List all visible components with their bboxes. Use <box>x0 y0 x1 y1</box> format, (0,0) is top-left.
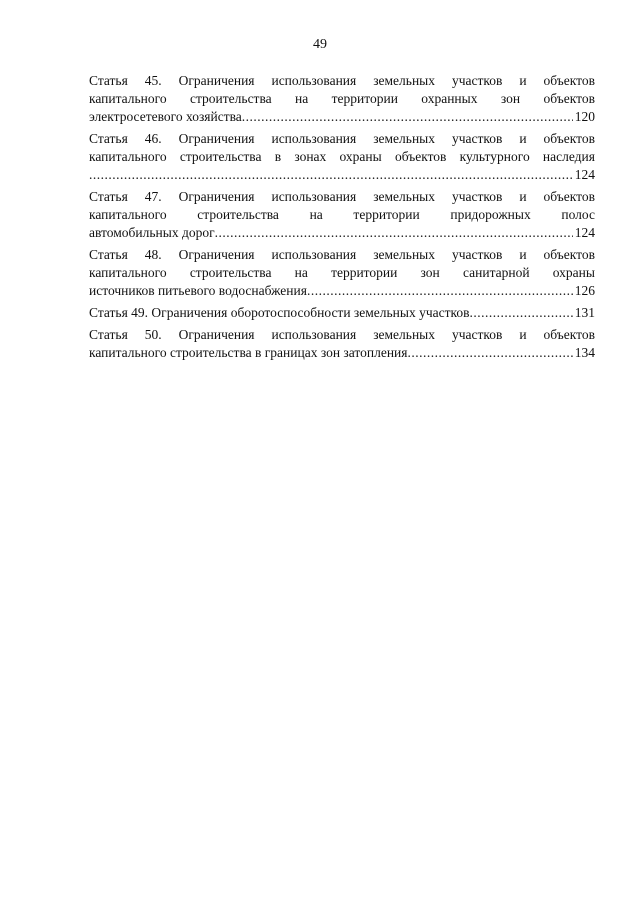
toc-entry-line <box>89 206 595 224</box>
word: использования <box>271 247 357 262</box>
word: объектов <box>543 73 595 88</box>
toc-page-number: 124 <box>574 167 595 182</box>
word: земельных <box>373 247 435 262</box>
word: участков <box>451 189 503 204</box>
word: Ограничения <box>178 189 255 204</box>
toc-entry <box>89 72 595 126</box>
word: зон <box>500 91 521 106</box>
toc-entry-last-line <box>89 166 595 184</box>
toc-entry-line <box>89 246 595 264</box>
dot-leader <box>215 224 573 242</box>
word: территории <box>353 207 420 222</box>
word: Статья <box>89 327 128 342</box>
word: санитарной <box>462 265 530 280</box>
word: Ограничения <box>178 73 255 88</box>
toc-entry-line <box>89 326 595 344</box>
word: Статья <box>89 189 128 204</box>
toc-page-number: 120 <box>574 109 595 124</box>
word: Ограничения <box>178 131 255 146</box>
word: земельных <box>373 327 435 342</box>
word: объектов <box>543 327 595 342</box>
toc-entry <box>89 326 595 362</box>
toc-entry-text: источников питьевого водоснабжения <box>89 283 307 298</box>
toc-entry <box>89 246 595 300</box>
word: придорожных <box>450 207 531 222</box>
word: объектов <box>543 131 595 146</box>
word: в <box>274 149 282 164</box>
word: полос <box>561 207 595 222</box>
toc-entry-last-line <box>89 282 595 300</box>
word: использования <box>271 189 357 204</box>
toc-entry-text: капитального строительства в границах зон затопления <box>89 345 408 360</box>
word: зонах <box>294 149 327 164</box>
word: территории <box>331 265 398 280</box>
dot-leader <box>470 304 573 322</box>
toc-entry-line <box>89 188 595 206</box>
word: зон <box>420 265 440 280</box>
toc-entry-line <box>89 72 595 90</box>
dot-leader <box>408 344 573 362</box>
word: и <box>519 131 527 146</box>
word: Ограничения <box>178 247 255 262</box>
word: территории <box>331 91 398 106</box>
dot-leader <box>242 108 573 126</box>
word: капитального <box>89 91 167 106</box>
word: 46. <box>144 131 162 146</box>
table-of-contents <box>89 72 595 366</box>
word: культурного <box>459 149 530 164</box>
toc-entry-text: электросетевого хозяйства <box>89 109 242 124</box>
toc-entry-text: Статья 49. Ограничения оборотоспособности земельных участков <box>89 305 470 320</box>
word: использования <box>271 73 357 88</box>
word: участков <box>451 247 503 262</box>
toc-entry-line <box>89 130 595 148</box>
toc-page-number: 124 <box>574 225 595 240</box>
word: и <box>519 189 527 204</box>
word: на <box>295 91 309 106</box>
word: капитального <box>89 149 167 164</box>
toc-entry-last-line <box>89 108 595 126</box>
word: объектов <box>543 189 595 204</box>
toc-entry <box>89 304 595 322</box>
toc-entry-line <box>89 264 595 282</box>
word: Статья <box>89 131 128 146</box>
word: земельных <box>373 189 435 204</box>
word: охраны <box>552 265 595 280</box>
word: земельных <box>373 131 435 146</box>
word: использования <box>271 131 357 146</box>
word: охранных <box>421 91 478 106</box>
word: охраны <box>339 149 382 164</box>
word: капитального <box>89 265 167 280</box>
word: и <box>519 247 527 262</box>
word: участков <box>451 131 503 146</box>
word: строительства <box>179 149 262 164</box>
toc-entry-last-line <box>89 344 595 362</box>
toc-entry <box>89 130 595 184</box>
toc-entry-line <box>89 148 595 166</box>
word: 50. <box>144 327 162 342</box>
word: объектов <box>543 91 595 106</box>
word: объектов <box>543 247 595 262</box>
word: строительства <box>189 265 272 280</box>
page-number: 49 <box>313 37 327 52</box>
toc-entry <box>89 188 595 242</box>
word: участков <box>451 73 503 88</box>
word: объектов <box>394 149 447 164</box>
word: Статья <box>89 73 128 88</box>
word: капитального <box>89 207 167 222</box>
word: 47. <box>144 189 162 204</box>
word: Статья <box>89 247 128 262</box>
word: и <box>519 73 527 88</box>
toc-entry-line <box>89 90 595 108</box>
toc-page-number: 134 <box>574 345 595 360</box>
toc-entry-text: автомобильных дорог <box>89 225 215 240</box>
word: 45. <box>144 73 162 88</box>
toc-entry-last-line <box>89 224 595 242</box>
word: на <box>309 207 323 222</box>
toc-page-number: 126 <box>574 283 595 298</box>
dot-leader <box>89 166 573 184</box>
word: строительства <box>197 207 279 222</box>
toc-page-number: 131 <box>574 305 595 320</box>
word: 48. <box>144 247 162 262</box>
word: и <box>519 327 527 342</box>
word: земельных <box>373 73 435 88</box>
word: участков <box>451 327 503 342</box>
word: на <box>294 265 308 280</box>
word: строительства <box>190 91 272 106</box>
toc-entry-last-line <box>89 304 595 322</box>
word: Ограничения <box>178 327 255 342</box>
word: использования <box>271 327 357 342</box>
dot-leader <box>307 282 573 300</box>
word: наследия <box>542 149 595 164</box>
